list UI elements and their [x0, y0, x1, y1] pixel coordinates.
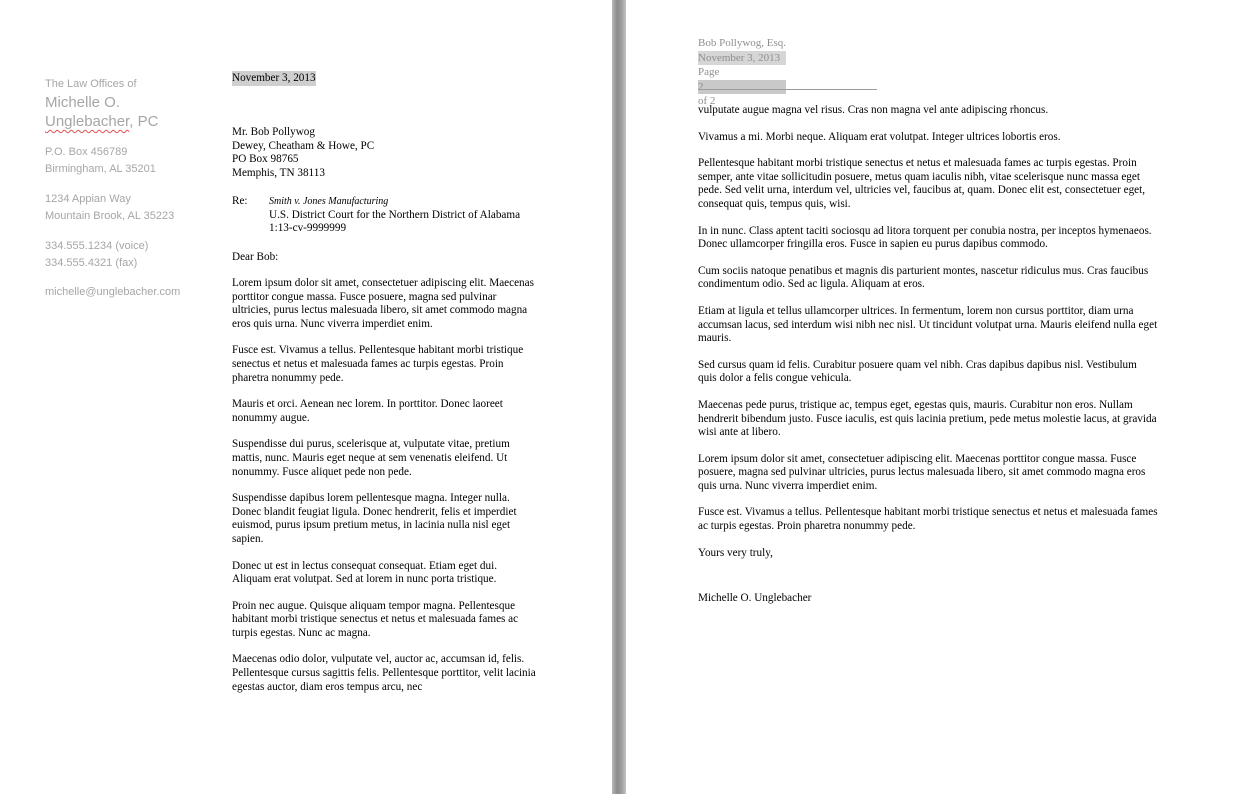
- page1-body: [232, 277, 537, 707]
- body-paragraph: Etiam at ligula et tellus ullamcorper ultrices. In fermentum, lorem non cursus porttitor, diam urna accumsan lacus, sed interdum wisi nibh nec nisl. Ut tincidunt volutpat urna. Mauris eleifend nulla eget mauris.: [698, 304, 1158, 345]
- phone-voice: 334.555.1234 (voice): [45, 240, 149, 252]
- body-paragraph: Lorem ipsum dolor sit amet, consectetuer adipiscing elit. Maecenas porttitor congue massa. Fusce posuere, magna sed pulvinar ultricies, purus lectus malesuada libero, sit amet commodo magna eros quis urna. Nunc viverra imperdiet enim.: [698, 452, 1146, 492]
- letterhead-sidebar: [45, 76, 215, 301]
- closing: Yours very truly,: [698, 546, 773, 559]
- attorney-name-line-2: [45, 112, 215, 131]
- body-paragraph: Suspendisse dui purus, scelerisque at, vulputate vitae, pretium mattis, nunc. Mauris eget neque at sem venenatis eleifend. Ut nonummy. Fusce aliquet pede non pede.: [232, 438, 510, 478]
- header-page-count: [698, 65, 786, 109]
- firm-suffix: , PC: [129, 113, 159, 130]
- case-name: Smith v. Jones Manufacturing: [269, 196, 389, 207]
- body-paragraph: vulputate augue magna vel risus. Cras non magna vel ante adipiscing rhoncus.: [698, 104, 1049, 116]
- attorney-name-line-1: Michelle O.: [45, 94, 121, 111]
- header-date-field[interactable]: November 3, 2013: [698, 51, 786, 66]
- po-box: P.O. Box 456789: [45, 146, 128, 158]
- page2-header: [698, 36, 786, 109]
- recipient-line: Mr. Bob Pollywog: [232, 126, 315, 138]
- phone-fax: 334.555.4321 (fax): [45, 257, 138, 269]
- body-paragraph: Maecenas pede purus, tristique ac, tempus eget, egestas quis, mauris. Curabitur non eros. Nullam hendrerit bibendum justo. Fusce iaculis, est quis lacinia pretium, pede metus molestie lacus, at gravida wisi ante at libero.: [698, 398, 1157, 439]
- page2-body: [698, 104, 1158, 573]
- body-paragraph: Sed cursus quam id felis. Curabitur posuere quam vel nibh. Cras dapibus dapibus nisl. Vestibulum quis dolor a felis congue vehicula.: [698, 358, 1137, 385]
- re-label: Re:: [232, 195, 248, 207]
- city-line-2: Mountain Brook, AL 35223: [45, 210, 175, 222]
- court-name: U.S. District Court for the Northern District of Alabama: [269, 208, 521, 221]
- firm-line: The Law Offices of: [45, 78, 137, 90]
- body-paragraph: Cum sociis natoque penatibus et magnis dis parturient montes, nascetur ridiculus mus. Cras faucibus condimentum odio. Sed ac ligula. Aliquam at eros.: [698, 264, 1149, 291]
- document-page-1[interactable]: [0, 0, 612, 794]
- header-rule: [698, 89, 877, 90]
- street-address: 1234 Appian Way: [45, 193, 131, 205]
- body-paragraph: Lorem ipsum dolor sit amet, consectetuer adipiscing elit. Maecenas porttitor congue massa. Fusce posuere, magna sed pulvinar ultricies, purus lectus malesuada libero, sit amet commodo magna eros quis urna. Nunc viverra imperdiet enim.: [232, 277, 534, 330]
- signature-name: Michelle O. Unglebacher: [698, 592, 812, 604]
- body-paragraph: Proin nec augue. Quisque aliquam tempor magna. Pellentesque habitant morbi tristique senectus et netus et malesuada fames ac turpis egestas. Nunc ac magna.: [232, 599, 519, 639]
- case-number: 1:13-cv-9999999: [269, 222, 347, 235]
- body-paragraph: Donec ut est in lectus consequat consequat. Etiam eget dui. Aliquam erat volutpat. Sed at lorem in nunc porta tristique.: [232, 559, 498, 586]
- body-paragraph: Pellentesque habitant morbi tristique senectus et netus et malesuada fames ac turpis egestas. Proin semper, ante vitae sollicitudin posuere, metus quam iaculis nibh, vitae scelerisque nunc massa eget pede. Sed velit urna, interdum vel, ultricies vel, faucibus at, quam. Donec elit est, consectetuer eget, consequat quis, tempus quis, wisi.: [698, 157, 1146, 210]
- letter-date: [232, 72, 544, 86]
- body-paragraph: Fusce est. Vivamus a tellus. Pellentesque habitant morbi tristique senectus et netus et malesuada fames ac turpis egestas. Proin pharetra nonummy pede.: [698, 506, 1158, 533]
- body-paragraph: Maecenas odio dolor, vulputate vel, auctor ac, accumsan id, felis. Pellentesque cursus sagittis felis. Pellentesque porttitor, velit lacinia egestas auctor, diam eros tempus arcu, nec: [232, 653, 536, 693]
- page-number-field[interactable]: 2: [698, 80, 786, 95]
- page-gutter: [612, 0, 626, 794]
- spellcheck-flagged-word[interactable]: Unglebacher: [45, 113, 130, 130]
- date-field-highlight[interactable]: November 3, 2013: [232, 72, 316, 84]
- email-address: michelle@unglebacher.com: [45, 286, 181, 298]
- recipient-line: Dewey, Cheatham & Howe, PC: [232, 139, 375, 152]
- header-date: [698, 51, 786, 66]
- page-suffix: of 2: [698, 95, 716, 107]
- recipient-address: [232, 126, 544, 180]
- salutation: Dear Bob:: [232, 251, 279, 263]
- body-paragraph: In in nunc. Class aptent taciti sociosqu ad litora torquent per conubia nostra, per inceptos hymenaeos. Donec ullamcorper fringilla eros. Fusce in sapien eu purus dapibus commodo.: [698, 224, 1152, 251]
- recipient-line: PO Box 98765: [232, 153, 299, 166]
- city-line-1: Birmingham, AL 35201: [45, 163, 156, 175]
- body-paragraph: Vivamus a mi. Morbi neque. Aliquam erat volutpat. Integer ultrices lobortis eros.: [698, 130, 1061, 143]
- body-paragraph: Mauris et orci. Aenean nec lorem. In porttitor. Donec laoreet nonummy augue.: [232, 398, 503, 424]
- page-prefix: Page: [698, 66, 720, 78]
- recipient-line: Memphis, TN 38113: [232, 166, 325, 179]
- header-recipient: Bob Pollywog, Esq.: [698, 37, 787, 49]
- body-paragraph: Suspendisse dapibus lorem pellentesque magna. Integer nulla. Donec blandit feugiat ligula. Donec hendrerit, felis et imperdiet euismod, purus ipsum pretium metus, in lacinia nulla nisl eget sapien.: [232, 492, 517, 545]
- body-paragraph: Fusce est. Vivamus a tellus. Pellentesque habitant morbi tristique senectus et netus et malesuada fames ac turpis egestas. Proin pharetra nonummy pede.: [232, 344, 524, 384]
